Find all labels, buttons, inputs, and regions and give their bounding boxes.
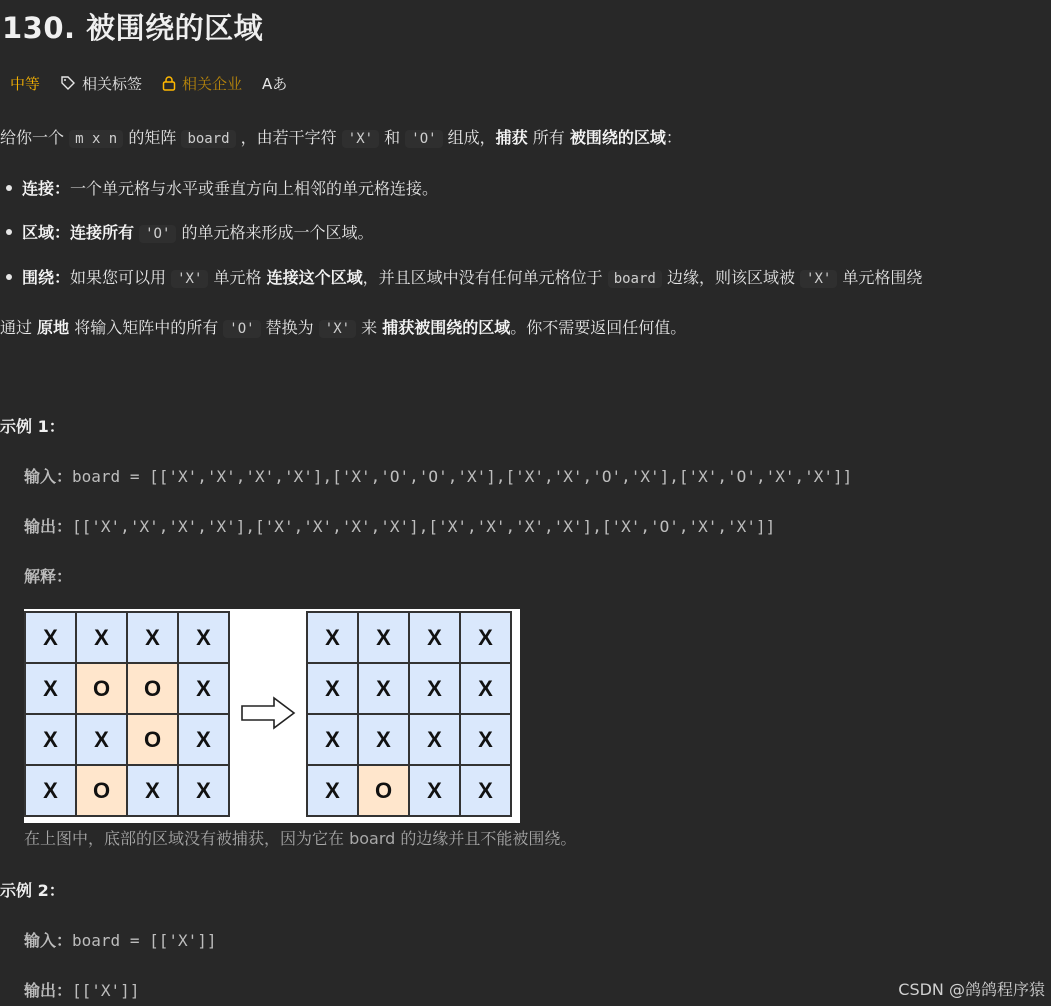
input-label: 输入： bbox=[24, 931, 73, 950]
code: 'O' bbox=[405, 130, 442, 148]
page-title: 130. 被围绕的区域 bbox=[2, 11, 264, 45]
grid-cell: X bbox=[178, 765, 229, 816]
bold-text: 连接： bbox=[22, 179, 71, 198]
grid-cell: X bbox=[178, 612, 229, 663]
example-1-output bbox=[24, 514, 775, 537]
code: 'O' bbox=[223, 320, 260, 338]
grid-cell: X bbox=[358, 612, 409, 663]
input-value: board = [['X']] bbox=[72, 931, 217, 950]
bullet-dot bbox=[6, 185, 12, 191]
grid-cell: X bbox=[409, 612, 460, 663]
bullet-dot bbox=[6, 229, 12, 235]
input-label: 输入： bbox=[24, 467, 73, 486]
grid-cell: X bbox=[76, 612, 127, 663]
bold-text: 原地 bbox=[37, 318, 70, 337]
example-1-explain bbox=[24, 564, 72, 587]
grid-cell: X bbox=[460, 714, 511, 765]
code: board bbox=[181, 130, 235, 148]
text: 给你一个 bbox=[0, 128, 70, 147]
grid-cell: X bbox=[76, 714, 127, 765]
right-arrow-icon bbox=[240, 695, 296, 731]
translate-icon: Aあ bbox=[262, 74, 288, 93]
grid-cell: X bbox=[25, 714, 76, 765]
example-1-caption: 在上图中，底部的区域没有被捕获，因为它在 board 的边缘并且不能被围绕。 bbox=[24, 829, 577, 848]
bold-text: 围绕： bbox=[22, 268, 71, 287]
description-paragraph-1 bbox=[0, 125, 682, 148]
grid-cell: X bbox=[307, 663, 358, 714]
text: 单元格 bbox=[208, 268, 267, 287]
grid-cell: X bbox=[307, 612, 358, 663]
text: 。你不需要返回任何值。 bbox=[510, 318, 687, 337]
grid-cell: X bbox=[409, 765, 460, 816]
related-companies-button[interactable] bbox=[162, 73, 242, 94]
related-companies-label: 相关企业 bbox=[182, 74, 243, 93]
grid-cell: X bbox=[409, 714, 460, 765]
text: 所有 bbox=[527, 128, 570, 147]
code: 'X' bbox=[800, 270, 837, 288]
text: 来 bbox=[356, 318, 383, 337]
grid-cell: O bbox=[358, 765, 409, 816]
bold-text: 连接这个区域 bbox=[266, 268, 363, 287]
example-2-output bbox=[24, 978, 139, 1001]
text: ，并且区域中没有任何单元格位于 bbox=[362, 268, 608, 287]
text: ： bbox=[665, 128, 682, 147]
text: 和 bbox=[379, 128, 406, 147]
grid-cell: X bbox=[358, 663, 409, 714]
related-tags-button[interactable] bbox=[60, 73, 142, 94]
bold-text: 区域：连接所有 bbox=[22, 223, 135, 242]
bullet-region bbox=[0, 220, 374, 243]
font-settings-button[interactable] bbox=[262, 73, 287, 94]
description-paragraph-2 bbox=[0, 315, 686, 338]
grid-cell: X bbox=[307, 714, 358, 765]
grid-cell: X bbox=[409, 663, 460, 714]
text: 通过 bbox=[0, 318, 38, 337]
example-2-title: 示例 2： bbox=[0, 881, 65, 900]
code: 'O' bbox=[139, 225, 176, 243]
grid-cell: X bbox=[127, 612, 178, 663]
bullet-dot bbox=[6, 274, 12, 280]
grid-cell: X bbox=[460, 765, 511, 816]
input-value: board = [['X','X','X','X'],['X','O','O','X'],['X','X','O','X'],['X','O','X','X']] bbox=[72, 467, 853, 486]
code: 'X' bbox=[342, 130, 379, 148]
grid-cell: X bbox=[178, 663, 229, 714]
grid-cell: X bbox=[460, 612, 511, 663]
example-2-input bbox=[24, 928, 217, 951]
lock-icon bbox=[162, 75, 176, 91]
code: board bbox=[608, 270, 662, 288]
example-1-input bbox=[24, 464, 852, 487]
grid-cell: O bbox=[127, 663, 178, 714]
text: 将输入矩阵中的所有 bbox=[69, 318, 224, 337]
text: 如果您可以用 bbox=[70, 268, 172, 287]
grid-cell: X bbox=[307, 765, 358, 816]
code: 'X' bbox=[319, 320, 356, 338]
output-value: [['X','X','X','X'],['X','X','X','X'],['X','X','X','X'],['X','O','X','X']] bbox=[72, 517, 776, 536]
grid-cell: X bbox=[25, 765, 76, 816]
text: ，由若干字符 bbox=[235, 128, 342, 147]
output-label: 输出： bbox=[24, 981, 73, 1000]
grid-cell: X bbox=[358, 714, 409, 765]
bold-text: 捕获被围绕的区域 bbox=[382, 318, 511, 337]
tag-icon bbox=[60, 75, 76, 91]
grid-after bbox=[306, 611, 512, 817]
text: 边缘，则该区域被 bbox=[661, 268, 801, 287]
example-1-title: 示例 1： bbox=[0, 417, 65, 436]
grid-cell: O bbox=[76, 765, 127, 816]
code: m x n bbox=[69, 130, 123, 148]
bullet-surround bbox=[0, 265, 922, 288]
related-tags-label: 相关标签 bbox=[82, 74, 143, 93]
output-value: [['X']] bbox=[72, 981, 140, 1000]
bold-text: 被围绕的区域 bbox=[569, 128, 666, 147]
grid-cell: X bbox=[460, 663, 511, 714]
text: 的矩阵 bbox=[123, 128, 182, 147]
explain-label: 解释： bbox=[24, 567, 73, 586]
bold-text: 捕获 bbox=[495, 128, 528, 147]
grid-cell: X bbox=[127, 765, 178, 816]
example-1-figure bbox=[24, 609, 520, 823]
grid-cell: X bbox=[178, 714, 229, 765]
text: 替换为 bbox=[260, 318, 319, 337]
text: 组成， bbox=[442, 128, 496, 147]
text: 单元格围绕 bbox=[837, 268, 923, 287]
grid-cell: O bbox=[127, 714, 178, 765]
meta-bar bbox=[10, 70, 287, 96]
grid-cell: X bbox=[25, 663, 76, 714]
text: 一个单元格与水平或垂直方向上相邻的单元格连接。 bbox=[70, 179, 439, 198]
output-label: 输出： bbox=[24, 517, 73, 536]
grid-cell: X bbox=[25, 612, 76, 663]
grid-before bbox=[24, 611, 230, 817]
difficulty-badge[interactable]: 中等 bbox=[10, 74, 41, 93]
code: 'X' bbox=[171, 270, 208, 288]
grid-cell: O bbox=[76, 663, 127, 714]
watermark: CSDN @鸽鸽程序猿 bbox=[898, 980, 1045, 999]
text: 的单元格来形成一个区域。 bbox=[176, 223, 374, 242]
bullet-connection bbox=[0, 176, 438, 199]
